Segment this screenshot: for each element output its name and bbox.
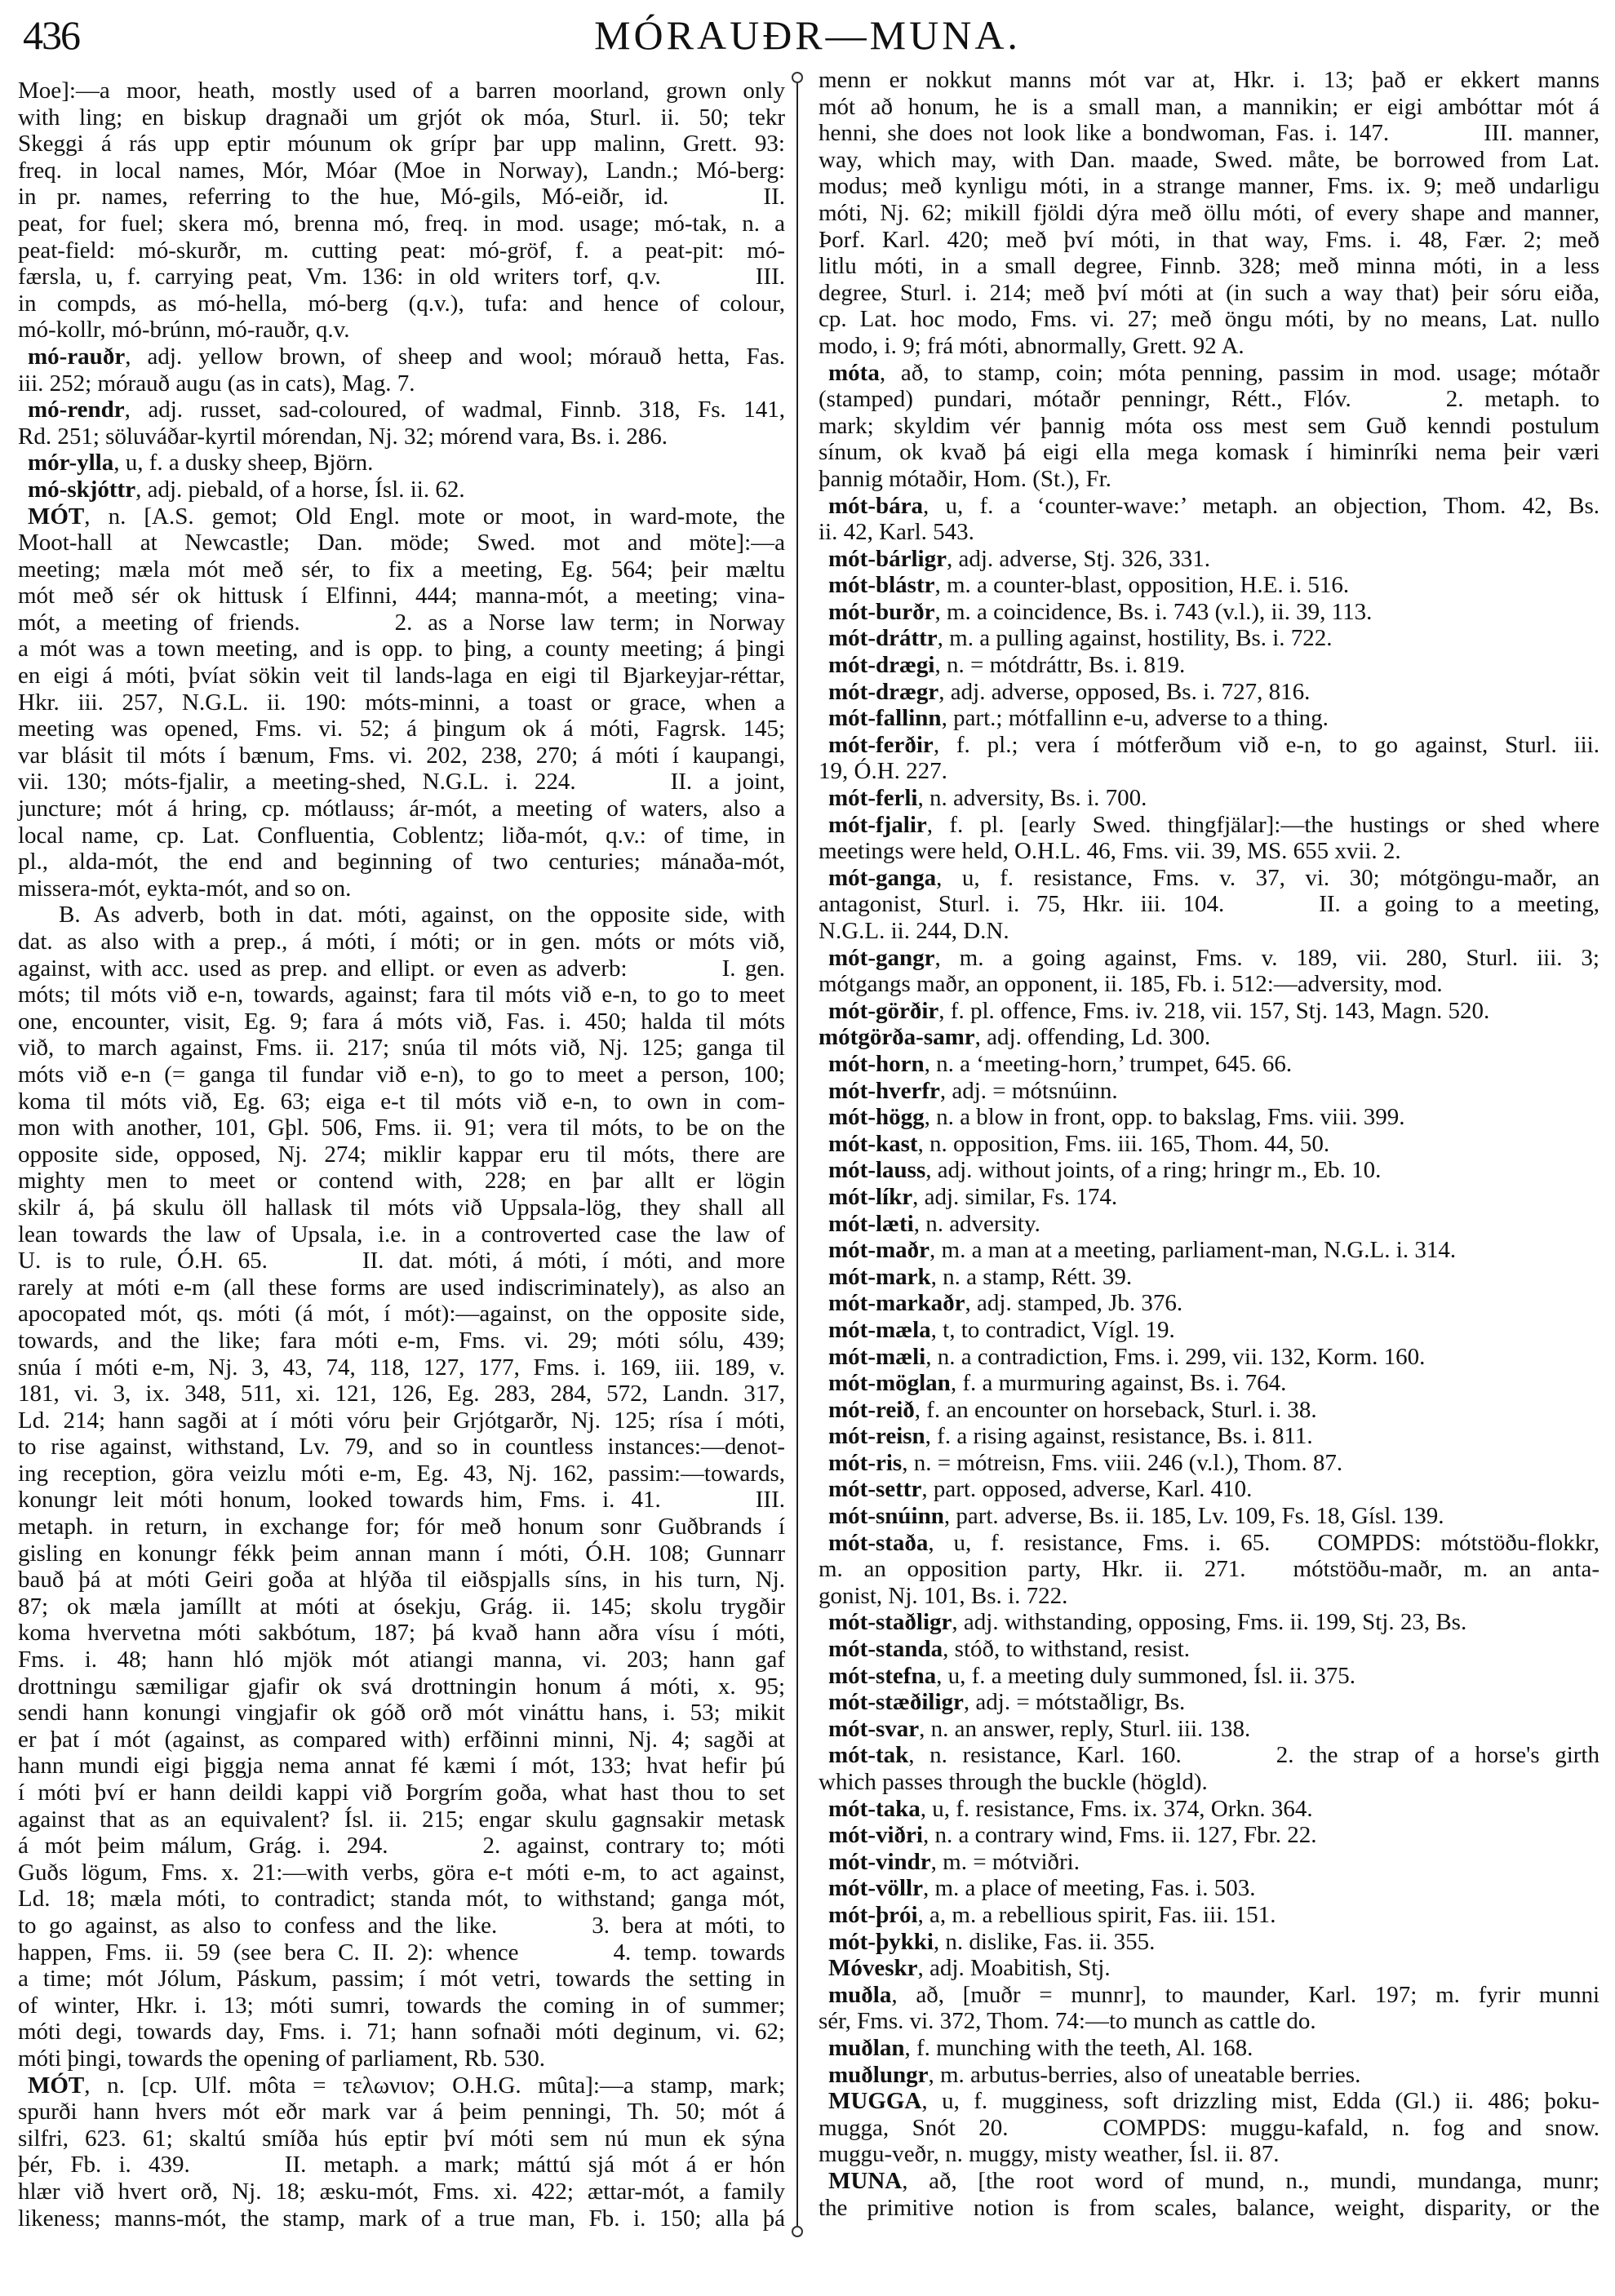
entry-line: metaph. in return, in exchange for; fór með honum sonr Guðbrands í [18,1514,785,1540]
entry-line: mót-högg, n. a blow in front, opp. to bakslag, Fms. viii. 399. [828,1104,1405,1131]
entry-line: to rise against, withstand, Lv. 79, and so in countless instances:—denot- [18,1434,785,1460]
entry-line: mót-taka, u, f. resistance, Fms. ix. 374, Orkn. 364. [828,1795,1313,1822]
entry-line: against, with acc. used as prep. and ellipt. or even as adverb: I. gen. [18,955,785,982]
headword: Móveskr [828,1955,918,1982]
dictionary-entry [18,344,785,397]
entry-line: mótgörða-samr, adj. offending, Ld. 300. [819,1024,1211,1051]
entry-line: mót-görðir, f. pl. offence, Fms. iv. 218, vii. 157, Stj. 143, Magn. 520. [828,997,1490,1024]
entry-line: mót-settr, part. opposed, adverse, Karl. 410. [828,1476,1253,1503]
entry-line: gonist, Nj. 101, Bs. i. 722. [819,1582,1068,1609]
entry-line: koma til móts við, Eg. 63; eiga e-t til móts við e-n, to own in com- [18,1088,785,1115]
entry-line: meeting; mæla mót með sér, to fix a meeting, Eg. 564; þeir mæltu [18,556,785,583]
dictionary-entry [819,1689,1599,1716]
entry-line: mót að honum, he is a small man, a mannikin; er eigi ambóttar mót á [819,93,1599,120]
dictionary-entry [18,450,785,476]
dictionary-entry [819,1955,1599,1982]
headword: mót-ferli [828,785,918,812]
entry-line: mót-viðri, n. a contrary wind, Fms. ii. 127, Fbr. 22. [828,1822,1317,1849]
entry-line: U. is to rule, Ó.H. 65. II. dat. móti, á móti, í móti, and more [18,1248,785,1274]
entry-line: mót-drægr, adj. adverse, opposed, Bs. i. 727, 816. [828,678,1311,705]
dictionary-entry [819,1503,1599,1530]
dictionary-entry [819,785,1599,812]
dictionary-entry [819,1024,1599,1051]
dictionary-entry [18,397,785,450]
dictionary-entry [819,1423,1599,1450]
entry-line: opposite side, opposed, Nj. 274; miklir kappar eru til móts, there are [18,1141,785,1168]
entry-line: var blásit til móts í bænum, Fms. vi. 202, 238, 270; á móti í kaupangi, [18,742,785,769]
entry-line: mót-ferli, n. adversity, Bs. i. 700. [828,785,1147,812]
dictionary-entry [819,1397,1599,1424]
entry-line: mighty men to meet or contend with, 228; en þar allt er lögin [18,1168,785,1195]
headword: mót-mæli [828,1343,926,1370]
headword: mót-mæla [828,1316,931,1343]
dictionary-entry [819,1982,1599,2035]
entry-line: meetings were held, O.H.L. 46, Fms. vii. 39, MS. 655 xvii. 2. [819,838,1401,865]
entry-line: hann mundi eigi þiggja nema annat fé kæmi í mót, 133; hvat hefir þú [18,1753,785,1780]
entry-line: rarely at móti e-m (all these forms are used indiscriminately), as also an [18,1274,785,1301]
entry-line: Móveskr, adj. Moabitish, Stj. [828,1955,1111,1982]
entry-line: sendi hann konungi vingjafir ok góð orð mót vináttu hans, i. 53; mikit [18,1700,785,1726]
entry-line: í móti því er hann deildi kappi við Þorgrím goða, what hast thou to set [18,1780,785,1806]
column-right [819,67,1599,2221]
entry-line: silfri, 623. 61; skaltú smíða hús eptir því móti sem nú mun ek sýna [18,2125,785,2152]
dictionary-entry [819,865,1599,945]
entry-line: snúa í móti e-m, Nj. 3, 43, 74, 118, 127, 177, Fms. i. 169, iii. 189, v. [18,1354,785,1381]
entry-line: in compds, as mó-hella, mó-berg (q.v.), tufa: and hence of colour, [18,290,785,317]
entry-line: mót-drægi, n. = mótdráttr, Bs. i. 819. [828,652,1186,679]
entry-line: MÓT, n. [A.S. gemot; Old Engl. mote or moot, in ward-mote, the [28,503,785,530]
entry-line: mugga, Snót 20. COMPDS: muggu-kafald, n. fog and snow. [819,2114,1599,2141]
dictionary-entry [819,998,1599,1025]
headword: mót-stæðiligr [828,1689,964,1716]
headword: mót-þykki [828,1928,934,1955]
entry-line: modo, i. 9; frá móti, abnormally, Grett. 92 A. [819,332,1245,359]
entry-line: mót-gangr, m. a going against, Fms. v. 189, vii. 280, Sturl. iii. 3; [828,944,1599,971]
entry-line: mót-mark, n. a stamp, Rétt. 39. [828,1263,1133,1290]
entry-line: Guðs lögum, Fms. x. 21:—with verbs, göra e-t móti e-m, to act against, [18,1859,785,1886]
entry-line: mót-völlr, m. a place of meeting, Fas. i. 503. [828,1875,1256,1902]
entry-line: missera-mót, eykta-mót, and so on. [18,875,352,902]
dictionary-entry [819,812,1599,865]
entry-line: the primitive notion is from scales, balance, weight, disparity, or the [819,2194,1599,2221]
entry-line: bauð þá at móti Geiri goða at hlýða til eiðspjalls síns, in his turn, Nj. [18,1567,785,1593]
entry-line: muðlungr, m. arbutus-berries, also of uneatable berries. [828,2061,1361,2088]
headword: mót-drægi [828,652,935,679]
headword: muðlan [828,2034,905,2061]
headword: mót-standa [828,1636,943,1663]
dictionary-entry [819,1530,1599,1610]
entry-line: Skeggi á rás upp eptir móunum ok grípr þar upp malinn, Grett. 93: [18,131,785,157]
entry-line: Ld. 18; mæla móti, to contradict; standa mót, to withstand; ganga mót, [18,1886,785,1913]
dictionary-entry [819,679,1599,706]
headword: mót-reisn [828,1423,925,1450]
headword: MÓT [28,2072,85,2099]
entry-line: m. an opposition party, Hkr. ii. 271. mótstöðu-maðr, m. an anta- [819,1556,1599,1583]
entry-line: Moot-hall at Newcastle; Dan. möde; Swed. mot and möte]:—a [18,530,785,556]
headword: mót-læti [828,1210,914,1237]
dictionary-entry [819,1609,1599,1636]
headword: mót-bára [828,492,923,519]
headword: mót-dráttr [828,625,938,652]
headword: MUGGA [828,2088,922,2115]
headword: mót-bárligr [828,545,947,572]
entry-line: mót-ganga, u, f. resistance, Fms. v. 37, vi. 30; mótgöngu-maðr, an [828,864,1599,891]
headword: mót-burðr [828,598,935,625]
dictionary-entry [819,1476,1599,1503]
entry-line: mót-stæðiligr, adj. = mótstaðligr, Bs. [828,1689,1186,1716]
headword: mótgörða-samr [819,1024,975,1051]
entry-line: mót-reið, f. an encounter on horseback, Sturl. i. 38. [828,1396,1317,1423]
entry-line: mót með sér ok hittusk í Elfinni, 444; manna-mót, a meeting; vina- [18,583,785,609]
dictionary-entry [18,503,785,902]
headword: mót-ganga [828,864,937,891]
entry-line: mót-staðligr, adj. withstanding, opposing, Fms. ii. 199, Stj. 23, Bs. [828,1609,1467,1636]
entry-line: MUGGA, u, f. mugginess, soft drizzling mist, Edda (Gl.) ii. 486; þoku- [828,2088,1599,2115]
dictionary-entry [819,2168,1599,2221]
headword: mót-ris [828,1449,903,1476]
entry-line: en eigi á móti, þvíat sökin veit til lands-laga en eigi til Bjarkeyjar-réttar, [18,663,785,689]
headword: mót-snúinn [828,1503,944,1530]
entry-line: antagonist, Sturl. i. 75, Hkr. iii. 104. II. a going to a meeting, [819,891,1599,918]
headword: mót-markaðr [828,1290,965,1317]
headword: mót-fjalir [828,811,927,838]
headword: móta [828,359,880,386]
entry-line: mót-líkr, adj. similar, Fs. 174. [828,1183,1118,1210]
dictionary-entry [18,902,785,2072]
entry-line: færsla, u, f. carrying peat, Vm. 136: in old writers torf, q.v. III. [18,264,785,290]
entry-line: mótgangs maðr, an opponent, ii. 185, Fb. i. 512:—adversity, mod. [819,971,1443,998]
entry-line: henni, she does not look like a bondwoman, Fas. i. 147. III. manner, [819,120,1599,147]
headword: mót-staða [828,1529,929,1556]
entry-line: mót-lauss, adj. without joints, of a ring; hringr m., Eb. 10. [828,1157,1382,1184]
entry-line: ing reception, göra veizlu móti e-m, Eg. 43, Nj. 162, passim:—towards, [18,1460,785,1487]
dictionary-entry [18,2072,785,2232]
entry-line: one, encounter, visit, Eg. 9; fara á móts við, Fas. i. 450; halda til móts [18,1008,785,1035]
entry-line: móts; til móts við e-n, towards, against; fara til móts við e-n, to go to meet [18,982,785,1008]
dictionary-entry [819,2088,1599,2168]
dictionary-entry [18,78,785,344]
dictionary-entry [819,1849,1599,1876]
entry-line: mark; skyldim vér þannig móta oss mest sem Guð kenndi postulum [819,412,1599,439]
entry-line: 181, vi. 3, ix. 348, 511, xi. 121, 126, Eg. 283, 284, 572, Landn. 317, [18,1381,785,1407]
entry-line: pl., alda-mót, the end and beginning of two centuries; mánaða-mót, [18,849,785,875]
dictionary-entry [819,652,1599,679]
headword: mót-líkr [828,1183,913,1210]
dictionary-entry [819,1317,1599,1344]
entry-line: vii. 130; móts-fjalir, a meeting-shed, N.G.L. i. 224. II. a joint, [18,769,785,796]
entry-line: konungr leit móti honum, looked towards him, Fms. i. 41. III. [18,1487,785,1514]
dictionary-entry [819,1051,1599,1078]
entry-line: mót-bára, u, f. a ‘counter-wave:’ metaph. an objection, Thom. 42, Bs. [828,492,1599,519]
entry-line: mót-dráttr, m. a pulling against, hostility, Bs. i. 722. [828,625,1333,652]
headword: mót-ferðir [828,731,934,758]
headword: mó-skjóttr [28,476,136,503]
dictionary-entry [819,1157,1599,1184]
headword: mót-lauss [828,1157,926,1184]
headword: mót-völlr [828,1875,923,1902]
headword: mót-hverfr [828,1077,940,1104]
entry-line: which passes through the buckle (högld). [819,1769,1208,1795]
entry-line: to go against, as also to confess and the like. 3. bera at móti, to [18,1912,785,1939]
dictionary-entry [18,476,785,503]
entry-line: mót-möglan, f. a murmuring against, Bs. i. 764. [828,1370,1287,1397]
entry-line: peat-field: mó-skurðr, m. cutting peat: mó-gröf, f. a peat-pit: mó- [18,237,785,264]
entry-line: móta, að, to stamp, coin; móta penning, passim in mod. usage; mótaðr [828,359,1599,386]
dictionary-entry [819,1211,1599,1238]
entry-line: N.G.L. ii. 244, D.N. [819,918,1009,944]
headword: mót-fallinn [828,705,942,732]
entry-line: mót-snúinn, part. adverse, Bs. ii. 185, Lv. 109, Fs. 18, Gísl. 139. [828,1503,1444,1530]
entry-line: við, to march against, Fms. ii. 217; snúa til móts við, Nj. 125; ganga til [18,1035,785,1062]
dictionary-entry [819,1929,1599,1956]
dictionary-entry [819,1902,1599,1929]
entry-line: against that as an equivalent? Ísl. ii. 215; engar skulu gagnsakir metask [18,1806,785,1833]
dictionary-entry [819,2062,1599,2089]
dictionary-entry [819,1875,1599,1902]
entry-line: mót-læti, n. adversity. [828,1210,1040,1237]
entry-line: Fms. i. 48; hann hló mjök mót atiangi manna, vi. 203; hann gaf [18,1647,785,1673]
headword: muðla [828,1981,892,2008]
entry-line: mót-mæla, t, to contradict, Vígl. 19. [828,1316,1175,1343]
entry-line: juncture; mót á hring, cp. mótlauss; ár-mót, a meeting of waters, also a [18,796,785,822]
headword: mót-viðri [828,1822,923,1849]
entry-line: 87; ok mæla jamíllt at móti at ósekju, Grág. ii. 145; skolu trygðir [18,1593,785,1620]
entry-line: mót-bárligr, adj. adverse, Stj. 326, 331. [828,545,1210,572]
headword: mót-tak [828,1742,909,1769]
entry-line: mon with another, 101, Gþl. 506, Fms. ii. 91; vera til móts, to be on the [18,1115,785,1141]
entry-line: (stamped) pundari, mótaðr penningr, Rétt., Flóv. 2. metaph. to [819,386,1599,413]
entry-line: mót-standa, stóð, to withstand, resist. [828,1636,1191,1663]
entry-line: mót-hverfr, adj. = mótsnúinn. [828,1077,1118,1104]
entry-line: mót, a meeting of friends. 2. as a Norse law term; in Norway [18,609,785,636]
entry-line: apocopated mót, qs. móti (á mót, í mót):—against, on the opposite side, [18,1301,785,1328]
entry-line: mót-þykki, n. dislike, Fas. ii. 355. [828,1928,1156,1955]
entry-line: mót-stefna, u, f. a meeting duly summoned, Ísl. ii. 375. [828,1662,1355,1689]
column-divider [796,82,798,2227]
entry-line: B. As adverb, both in dat. móti, against, on the opposite side, with [59,902,785,929]
dictionary-entry [819,625,1599,652]
entry-line: mót-ris, n. = mótreisn, Fms. viii. 246 (v.l.), Thom. 87. [828,1449,1343,1476]
entry-line: hlær við hvert orð, Nj. 18; æsku-mót, Fms. xi. 422; ættar-mót, a family [18,2178,785,2205]
dictionary-entry [819,1796,1599,1823]
dictionary-entry [819,1450,1599,1477]
entry-line: Moe]:—a moor, heath, mostly used of a barren moorland, grown only [18,78,785,104]
entry-line: mó-kollr, mó-brúnn, mó-rauðr, q.v. [18,317,350,344]
entry-line: mót-vindr, m. = mótviðri. [828,1848,1080,1875]
headword: mót-mark [828,1263,931,1290]
dictionary-entry [819,1344,1599,1371]
dictionary-entry [819,1822,1599,1849]
page-title: MÓRAUÐR—MUNA. [594,12,1021,58]
headword: mót-reið [828,1396,915,1423]
entry-line: móti degi, towards day, Fms. i. 71; hann sofnaði móti deginum, vi. 62; [18,2019,785,2046]
entry-line: menn er nokkut manns mót var at, Hkr. i. 13; það er ekkert manns [819,67,1599,93]
entry-line: koma hvervetna móti sakbótum, 187; þá kvað hann aðra vísu í móti, [18,1620,785,1647]
entry-line: móti, Nj. 62; mikill fjöldi dýra með öllu móti, of every shape and manner, [819,199,1599,226]
entry-line: happen, Fms. ii. 59 (see bera C. II. 2): whence 4. temp. towards [18,1939,785,1966]
entry-line: MUNA, að, [the root word of mund, n., mundi, mundanga, munr; [828,2167,1599,2194]
entry-line: cp. Lat. hoc modo, Fms. vi. 27; með öngu móti, by no means, Lat. nullo [819,306,1599,333]
divider-ornament-top [792,72,803,83]
entry-line: mót-tak, n. resistance, Karl. 160. 2. the strap of a horse's girth [828,1742,1599,1769]
dictionary-entry [819,599,1599,626]
entry-line: þannig mótaðir, Hom. (St.), Fr. [819,465,1111,492]
entry-line: mó-rauðr, adj. yellow brown, of sheep and wool; mórauð hetta, Fas. [28,343,785,370]
headword: mót-gangr [828,944,935,971]
dictionary-entry [819,1370,1599,1397]
dictionary-entry [819,1663,1599,1690]
dictionary-entry [819,1742,1599,1795]
entry-line: sér, Fms. vi. 372, Thom. 74:—to munch as cattle do. [819,2008,1316,2035]
entry-line: sínum, ok kvað þá eigi ella mega komask í himinríki nema þeir væri [819,439,1599,466]
entry-line: mót-ferðir, f. pl.; vera í mótferðum við e-n, to go against, Sturl. iii. [828,731,1599,758]
entry-line: peat, for fuel; skera mó, brenna mó, freq. in mod. usage; mó-tak, n. a [18,210,785,237]
entry-line: mót-horn, n. a ‘meeting-horn,’ trumpet, 645. 66. [828,1050,1293,1077]
headword: mó-rauðr [28,343,126,370]
page-number: 436 [23,12,79,58]
entry-line: a time; mót Jólum, Páskum, passim; í mót vetri, towards the setting in [18,1966,785,1992]
dictionary-entry [819,493,1599,546]
headword: mót-maðr [828,1237,930,1264]
entry-line: móts við e-n (= ganga til fundar við e-n), to go to meet a person, 100; [18,1061,785,1088]
entry-line: way, which may, with Dan. maade, Swed. måte, be borrowed from Lat. [819,146,1599,173]
headword: mót-drægr [828,678,939,705]
entry-line: lean towards the law of Upsala, i.e. in a controverted case the law of [18,1221,785,1248]
entry-line: muðla, að, [muðr = munnr], to maunder, Karl. 197; m. fyrir munni [828,1981,1599,2008]
entry-line: towards, and the like; fara móti e-m, Fms. vi. 29; móti sólu, 439; [18,1327,785,1354]
entry-line: mót-staða, u, f. resistance, Fms. i. 65. COMPDS: mótstöðu-flokkr, [828,1529,1599,1556]
entry-line: drottningu sæmiligar gjafir ok svá drottningin honum á móti, x. 95; [18,1673,785,1700]
entry-line: mót-fjalir, f. pl. [early Swed. thingfjälar]:—the hustings or shed where [828,811,1599,838]
dictionary-entry [819,1078,1599,1105]
entry-line: spurði hann hvers mót eðr mark var á þeim penningi, Th. 50; mót á [18,2099,785,2125]
dictionary-entry [819,1264,1599,1291]
entry-line: þér, Fb. i. 439. II. metaph. a mark; máttú sjá mót á er hón [18,2152,785,2179]
dictionary-entry [819,360,1599,493]
dictionary-entry [819,2035,1599,2062]
entry-line: mót-svar, n. an answer, reply, Sturl. iii. 138. [828,1715,1251,1742]
entry-line: móti þingi, towards the opening of parliament, Rb. 530. [18,2045,545,2072]
entry-line: gisling en konungr fékk þeim annan mann í móti, Ó.H. 108; Gunnarr [18,1540,785,1567]
entry-line: mót-fallinn, part.; mótfallinn e-u, adverse to a thing. [828,705,1329,732]
dictionary-entry [819,1290,1599,1317]
entry-line: Ld. 214; hann sagði at í móti vóru þeir Grjótgarðr, Nj. 125; rísa í móti, [18,1407,785,1434]
column-left [18,78,785,2232]
entry-line: litlu móti, in a small degree, Finnb. 328; með minna móti, in a less [819,253,1599,280]
headword: MÓT [28,503,85,530]
headword: mót-svar [828,1715,920,1742]
entry-line: mót-burðr, m. a coincidence, Bs. i. 743 (v.l.), ii. 39, 113. [828,598,1373,625]
headword: mót-settr [828,1476,922,1503]
entry-line: of winter, Hkr. i. 13; móti sumri, towards the coming in of summer; [18,1992,785,2019]
entry-line: mór-ylla, u, f. a dusky sheep, Björn. [28,450,374,476]
headword: mó-rendr [28,397,125,423]
dictionary-entry [819,1636,1599,1663]
headword: mót-vindr [828,1848,931,1875]
entry-line: mót-reisn, f. a rising against, resistance, Bs. i. 811. [828,1423,1313,1450]
entry-line: local name, cp. Lat. Confluentia, Coblentz; liða-mót, q.v.: of time, in [18,822,785,849]
dictionary-entry [819,546,1599,573]
entry-line: degree, Sturl. i. 214; með því móti at (in such a way that) þeir sóru eiða, [819,279,1599,306]
dictionary-entry [819,572,1599,599]
entry-line: modus; með kynligu móti, in a strange manner, Fms. ix. 9; með undarligu [819,173,1599,200]
headword: mót-kast [828,1130,918,1157]
headword: mót-taka [828,1795,921,1822]
entry-line: dat. as also with a prep., á móti, í móti; or in gen. móts or móts við, [18,929,785,955]
headword: mót-horn [828,1050,925,1077]
entry-line: mó-rendr, adj. russet, sad-coloured, of wadmal, Finnb. 318, Fs. 141, [28,397,785,423]
entry-line: mót-kast, n. opposition, Fms. iii. 165, Thom. 44, 50. [828,1130,1330,1157]
entry-line: mót-maðr, m. a man at a meeting, parliament-man, N.G.L. i. 314. [828,1237,1457,1264]
dictionary-entry [819,732,1599,785]
headword: mót-görðir [828,997,939,1024]
divider-ornament-bottom [792,2226,803,2237]
entry-line: mót-þrói, a, m. a rebellious spirit, Fas. iii. 151. [828,1901,1276,1928]
dictionary-entry [819,67,1599,360]
entry-line: skilr á, þá skulu öll hallask til móts við Uppsala-lög, they shall all [18,1194,785,1221]
entry-line: MÓT, n. [cp. Ulf. môta = τελωνιον; O.H.G. mûta]:—a stamp, mark; [28,2072,785,2099]
dictionary-entry [819,1104,1599,1131]
entry-line: mó-skjóttr, adj. piebald, of a horse, Ísl. ii. 62. [28,476,465,503]
entry-line: mót-markaðr, adj. stamped, Jb. 376. [828,1290,1183,1317]
headword: mót-stefna [828,1662,937,1689]
dictionary-entry [819,945,1599,998]
entry-line: meeting was opened, Fms. vi. 52; á þingum ok á móti, Fagrsk. 145; [18,716,785,742]
headword: mót-staðligr [828,1609,952,1636]
entry-line: 19, Ó.H. 227. [819,758,947,785]
headword: mót-högg [828,1104,925,1131]
entry-line: freq. in local names, Mór, Móar (Moe in Norway), Landn.; Mó-berg: [18,157,785,184]
entry-line: with ling; en biskup dragnaði um grjót ok móa, Sturl. ii. 50; tekr [18,104,785,131]
headword: MUNA [828,2167,903,2194]
dictionary-entry [819,1237,1599,1264]
headword: mót-möglan [828,1370,951,1397]
entry-line: in pr. names, referring to the hue, Mó-gils, Mó-eiðr, id. II. [18,184,785,211]
headword: mót-blástr [828,572,935,599]
dictionary-entry [819,705,1599,732]
headword: mót-þrói [828,1901,918,1928]
entry-line: Þorf. Karl. 420; með því móti, in that way, Fms. i. 48, Fær. 2; með [819,226,1599,253]
entry-line: ii. 42, Karl. 543. [819,519,974,546]
entry-line: á mót þeim málum, Grág. i. 294. 2. against, contrary to; móti [18,1833,785,1859]
entry-line: mót-mæli, n. a contradiction, Fms. i. 299, vii. 132, Korm. 160. [828,1343,1426,1370]
entry-line: mót-blástr, m. a counter-blast, opposition, H.E. i. 516. [828,572,1350,599]
headword: mór-ylla [28,450,114,476]
entry-line: er þat í mót (against, as compared with) erfðinni minni, Nj. 4; sagði at [18,1726,785,1753]
entry-line: Hkr. iii. 257, N.G.L. ii. 190: móts-minni, a toast or grace, when a [18,689,785,716]
dictionary-entry [819,1184,1599,1211]
entry-line: Rd. 251; söluváðar-kyrtil mórendan, Nj. 32; mórend vara, Bs. i. 286. [18,423,668,450]
entry-line: likeness; manns-mót, the stamp, mark of a true man, Fb. i. 150; alla þá [18,2205,785,2232]
dictionary-entry [819,1716,1599,1743]
entry-line: a mót was a town meeting, and is opp. to þing, a county meeting; á þingi [18,636,785,663]
entry-line: iii. 252; mórauð augu (as in cats), Mag. 7. [18,370,415,397]
headword: muðlungr [828,2061,929,2088]
entry-line: muggu-veðr, n. muggy, misty weather, Ísl. ii. 87. [819,2141,1280,2168]
dictionary-entry [819,1131,1599,1158]
entry-line: muðlan, f. munching with the teeth, Al. 168. [828,2034,1253,2061]
